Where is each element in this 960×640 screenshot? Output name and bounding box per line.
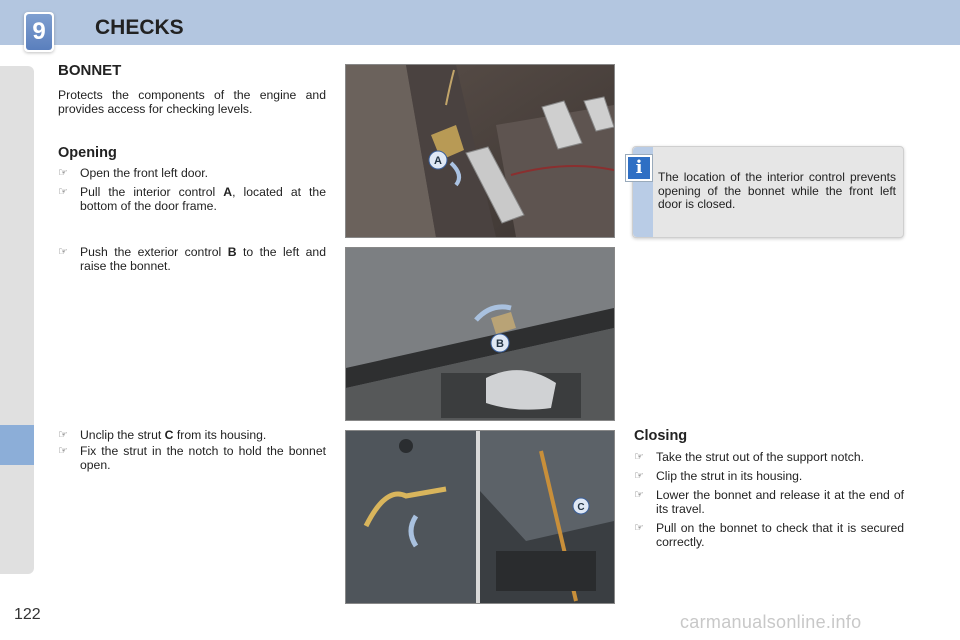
pointing-hand-icon: ☞ [58, 167, 68, 179]
step-text: Clip the strut in its housing. [656, 469, 803, 483]
opening-steps-1 [58, 166, 326, 218]
control-ref-b: B [227, 245, 237, 259]
list-item [58, 185, 326, 213]
bonnet-heading: BONNET [58, 62, 122, 79]
step-text: from its housing. [173, 428, 267, 442]
step-text: Fix the strut in the notch to hold the bonnet open. [80, 444, 326, 472]
info-text: The location of the interior control prevents opening of the bonnet while the front left door is closed. [658, 170, 896, 211]
bonnet-intro: Protects the components of the engine and provides access for checking levels. [58, 88, 326, 116]
list-item [634, 521, 904, 549]
list-item [58, 245, 326, 273]
chapter-tab [0, 425, 34, 465]
chapter-title: CHECKS [95, 16, 184, 39]
pointing-hand-icon: ☞ [634, 451, 644, 463]
opening-heading: Opening [58, 145, 117, 161]
side-rail [0, 66, 34, 574]
list-item [634, 469, 904, 483]
control-ref-a: A [223, 185, 233, 199]
opening-steps-2 [58, 245, 326, 278]
pointing-hand-icon: ☞ [58, 246, 68, 258]
closing-steps [634, 450, 904, 554]
exterior-control-photo [345, 247, 615, 421]
chapter-badge [24, 12, 54, 52]
label-b: B [496, 338, 504, 350]
step-text: Unclip the strut [80, 428, 165, 442]
list-item [58, 444, 326, 472]
pointing-hand-icon: ☞ [634, 522, 644, 534]
label-a: A [434, 155, 442, 167]
pointing-hand-icon: ☞ [58, 186, 68, 198]
list-item [58, 428, 326, 442]
list-item [58, 166, 326, 180]
step-text: to the left and raise the bonnet. [80, 245, 326, 273]
interior-control-photo [345, 64, 615, 238]
pointing-hand-icon: ☞ [634, 470, 644, 482]
list-item [634, 488, 904, 516]
pointing-hand-icon: ☞ [634, 489, 644, 501]
strut-photo [345, 430, 615, 604]
opening-steps-3 [58, 428, 326, 477]
step-text: Open the front left door. [80, 166, 209, 180]
closing-heading: Closing [634, 428, 688, 444]
watermark: carmanualsonline.info [680, 612, 862, 632]
pointing-hand-icon: ☞ [58, 445, 68, 457]
step-text: Push the exterior control [80, 245, 228, 259]
list-item [634, 450, 904, 464]
page-number: 122 [14, 606, 41, 623]
info-icon: i [626, 155, 652, 181]
step-text: Pull the interior control [80, 185, 224, 199]
chapter-number: 9 [26, 14, 52, 50]
step-text: Pull on the bonnet to check that it is secured correctly. [656, 521, 904, 549]
step-text: Take the strut out of the support notch. [656, 450, 864, 464]
pointing-hand-icon: ☞ [58, 429, 68, 441]
step-text: , located at the bottom of the door frame. [80, 185, 326, 213]
strut-ref-c: C [164, 428, 174, 442]
step-text: Lower the bonnet and release it at the end of its travel. [656, 488, 904, 516]
label-c: C [577, 502, 585, 513]
